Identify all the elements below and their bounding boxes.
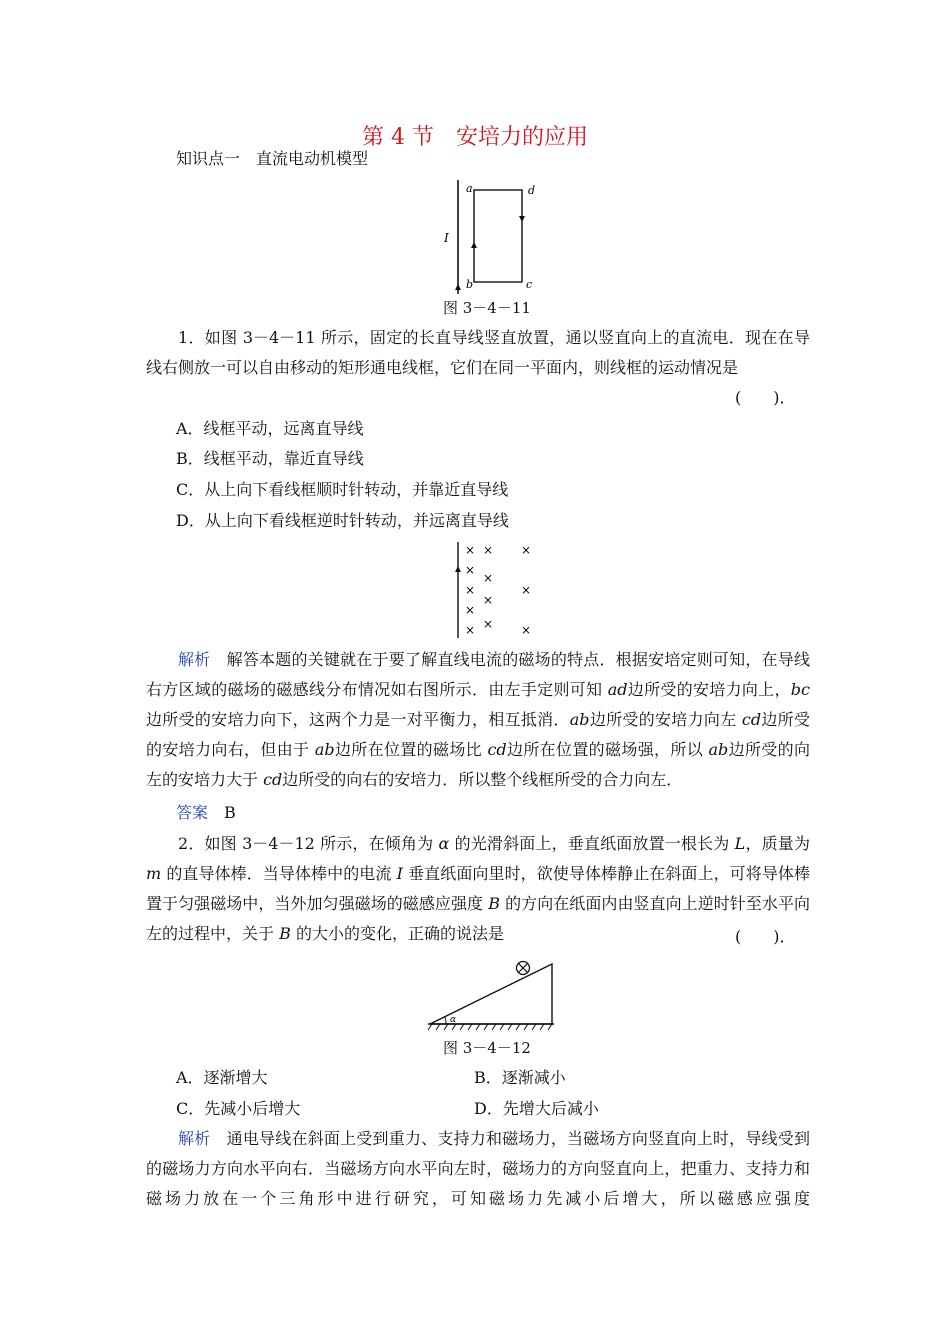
edge-ad: ad — [607, 680, 628, 699]
field-mark: × — [465, 563, 476, 577]
corner-d-label: d — [528, 184, 536, 197]
analysis-text: 边所受的向左的安培力大于 — [146, 740, 810, 789]
option-b: B．线框平动，靠近直导线 — [176, 449, 364, 468]
field-mark: × — [483, 593, 494, 607]
option-d: D．从上向下看线框逆时针转动，并远离直导线 — [176, 511, 509, 530]
edge-cd: cd — [263, 770, 283, 789]
analysis-text: 边所受的向右的安培力．所以整个线框所受的合力向左． — [282, 770, 683, 789]
question-2-text: 2．如图 3－4－12 所示，在倾角为 α 的光滑斜面上，垂直纸面放置一根长为 L，质量为 m 的直导体棒．当导体棒中的电流 I 垂直纸面向里时，欲使导体棒静止在斜面上，可将导体棒置于匀强磁场中，当外加匀强磁场的磁感应强度 B 的方向在纸面内由竖直向上逆时针至水平向左的过程中，关于 B 的大小的变化，正确的说法是 — [146, 834, 810, 943]
analysis-text: 解答本题的关键就在于要了解直线电流的磁场的特点．根据安培定则可知，在导线右方区域的磁场的磁感线分布情况如右图所示．由左手定则可知 — [146, 650, 810, 699]
answer-value: B — [224, 803, 236, 822]
option-d: D．先增大后减小 — [474, 1099, 599, 1118]
field-mark: × — [465, 603, 476, 617]
edge-cd: cd — [487, 740, 507, 759]
edge-ab: ab — [708, 740, 729, 759]
analysis-text: 边所受的安培力向下，这两个力是一对平衡力，相互抵消． — [146, 710, 570, 729]
figure-3-4-12 — [424, 954, 564, 1034]
analysis-text: 通电导线在斜面上受到重力、支持力和磁场力，当磁场方向竖直向上时，导线受到的磁场力方向水平向右．当磁场方向水平向左时，磁场力的方向竖直向上，把重力、支持力和磁场力放在一个三角形中进行研究，可知磁场力先减小后增大，所以磁感应强度 — [146, 1129, 810, 1208]
corner-c-label: c — [526, 278, 533, 291]
page-title: 第 4 节 安培力的应用 — [362, 125, 588, 150]
option-a: A．线框平动，远离直导线 — [176, 419, 364, 438]
question-1-blank: ( )． — [735, 388, 796, 407]
figure-caption: 图 3－4－12 — [443, 1039, 531, 1057]
corner-b-label: b — [466, 278, 474, 291]
field-mark: × — [483, 617, 494, 631]
field-mark: × — [521, 543, 532, 557]
analysis-text: 边所受的安培力向右，但由于 — [146, 710, 810, 759]
question-1-text: 1．如图 3－4－11 所示，固定的长直导线竖直放置，通以竖直向上的直流电．现在在导线右侧放一可以自由移动的矩形通电线框，它们在同一平面内，则线框的运动情况是 — [146, 328, 810, 377]
field-mark: × — [465, 583, 476, 597]
edge-ab: ab — [314, 740, 335, 759]
figure-caption: 图 3－4－11 — [443, 299, 531, 317]
section-heading: 知识点一 直流电动机模型 — [176, 149, 369, 168]
magnetic-field-diagram — [452, 540, 542, 640]
option-c: C．先减小后增大 — [176, 1099, 301, 1118]
field-mark: × — [483, 571, 494, 585]
field-mark: × — [483, 543, 494, 557]
analysis-1 — [146, 645, 810, 795]
answer-1 — [176, 805, 236, 821]
question-2-blank: ( )． — [735, 927, 796, 946]
field-mark: × — [465, 623, 476, 637]
analysis-text: 边所在位置的磁场强，所以 — [506, 740, 709, 759]
edge-bc: bc — [790, 680, 810, 699]
figure-3-4-11 — [440, 176, 560, 296]
conductor-rod-icon — [517, 962, 530, 975]
edge-ab: ab — [569, 710, 590, 729]
edge-cd: cd — [741, 710, 762, 729]
option-a: A．逐渐增大 — [176, 1068, 268, 1087]
answer-label: 答案 — [176, 803, 209, 822]
analysis-text: 边所受的安培力向上， — [627, 680, 791, 699]
analysis-label: 解析 — [178, 1129, 211, 1148]
field-mark: × — [521, 623, 532, 637]
field-mark: × — [521, 583, 532, 597]
corner-a-label: a — [466, 182, 473, 195]
option-b: B．逐渐减小 — [474, 1068, 566, 1087]
analysis-text: 边所受的安培力向左 — [589, 710, 742, 729]
angle-label: α — [450, 1015, 457, 1025]
option-c: C．从上向下看线框顺时针转动，并靠近直导线 — [176, 480, 509, 499]
analysis-text: 边所在位置的磁场比 — [334, 740, 488, 759]
analysis-label: 解析 — [178, 650, 211, 669]
current-label: I — [444, 231, 449, 245]
field-mark: × — [465, 543, 476, 557]
analysis-2 — [146, 1124, 810, 1214]
